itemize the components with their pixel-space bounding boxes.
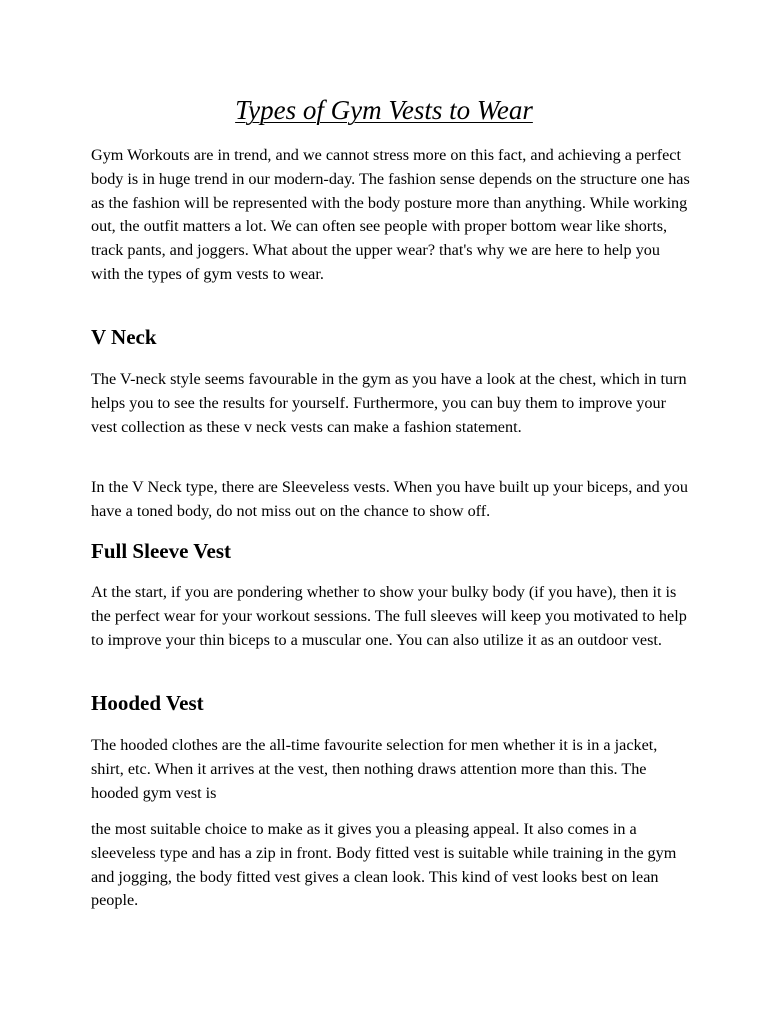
v-neck-paragraph-1: The V-neck style seems favourable in the gym as you have a look at the chest, which in turn helps you to see the results for yourself. Furthermore, you can buy them to improve your vest collection as these v neck vests can make a fashion statement. <box>91 370 687 436</box>
section-heading-full-sleeve-vest: Full Sleeve Vest <box>91 539 231 563</box>
full-sleeve-paragraph: At the start, if you are pondering whether to show your bulky body (if you have), then it is the perfect wear for your workout sessions. The full sleeves will keep you motivated to help to improve your thin biceps to a muscular one. You can also utilize it as an outdoor vest. <box>91 583 687 649</box>
section-heading-v-neck: V Neck <box>91 325 157 349</box>
hooded-paragraph-1: The hooded clothes are the all-time favourite selection for men whether it is in a jacket, shirt, etc. When it arrives at the vest, then nothing draws attention more than this. The hooded gym vest is <box>91 736 658 802</box>
hooded-paragraph-2: the most suitable choice to make as it gives you a pleasing appeal. It also comes in a sleeveless type and has a zip in front. Body fitted vest is suitable while training in the gym and jogging, the body fitted vest gives a clean look. This kind of vest looks best on lean people. <box>91 820 677 910</box>
intro-paragraph: Gym Workouts are in trend, and we cannot stress more on this fact, and achieving a perfect body is in huge trend in our modern-day. The fashion sense depends on the structure one has as the fashion will be represented with the body posture more than anything. While working out, the outfit matters a lot. We can often see people with proper bottom wear like shorts, track pants, and joggers. What about the upper wear? that's why we are here to help you with the types of gym vests to wear. <box>91 146 690 283</box>
document-title: Types of Gym Vests to Wear <box>235 95 533 125</box>
v-neck-paragraph-2: In the V Neck type, there are Sleeveless vests. When you have built up your biceps, and you have a toned body, do not miss out on the chance to show off. <box>91 478 688 520</box>
section-heading-hooded-vest: Hooded Vest <box>91 691 204 715</box>
